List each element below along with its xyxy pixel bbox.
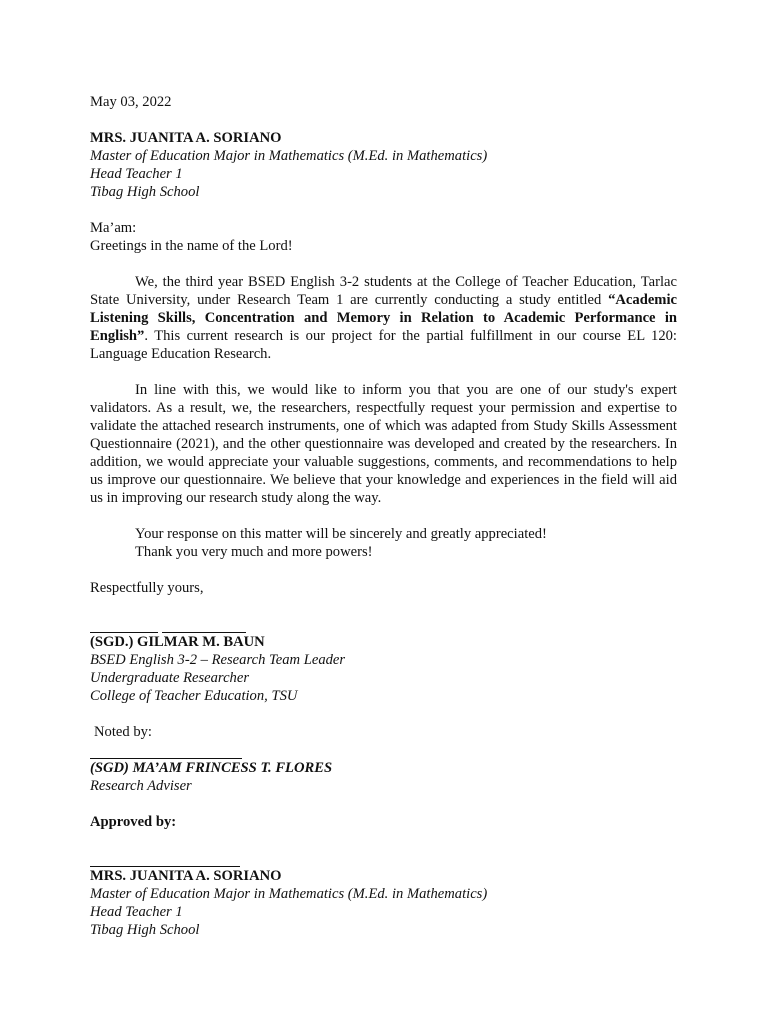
signature-underline bbox=[90, 854, 240, 867]
letter-date: May 03, 2022 bbox=[90, 94, 172, 110]
approved-by-label: Approved by: bbox=[90, 814, 177, 830]
signature-underline bbox=[162, 620, 246, 633]
greeting: Greetings in the name of the Lord! bbox=[90, 238, 293, 254]
para1-text-after: . This current research is our project for the partial fulfillment in our course EL 120: Language Education Research. bbox=[90, 328, 677, 362]
signatory-2-name: (SGD) MA’AM FRINCESS T. FLORES bbox=[90, 760, 333, 776]
signature-line-1 bbox=[90, 615, 677, 633]
closing-line-2: Thank you very much and more powers! bbox=[135, 544, 373, 560]
recipient-name: MRS. JUANITA A. SORIANO bbox=[90, 130, 282, 146]
signatory-1-name: (SGD.) GILMAR M. BAUN bbox=[90, 634, 265, 650]
signatory-1-title: Undergraduate Researcher bbox=[90, 670, 250, 686]
signatory-1-block bbox=[90, 633, 677, 705]
recipient-school: Tibag High School bbox=[90, 184, 200, 200]
closing-line-1: Your response on this matter will be sincerely and greatly appreciated! bbox=[135, 526, 547, 542]
signatory-3-name: MRS. JUANITA A. SORIANO bbox=[90, 868, 282, 884]
salutation: Ma’am: bbox=[90, 220, 137, 236]
signature-line-2 bbox=[90, 741, 677, 759]
signatory-3-degree: Master of Education Major in Mathematics (M.Ed. in Mathematics) bbox=[90, 886, 488, 902]
signatory-1-org: College of Teacher Education, TSU bbox=[90, 688, 298, 704]
recipient-block bbox=[90, 129, 677, 201]
body-paragraph-1 bbox=[90, 273, 677, 363]
signatory-2-role: Research Adviser bbox=[90, 778, 192, 794]
recipient-position: Head Teacher 1 bbox=[90, 166, 183, 182]
signatory-3-block bbox=[90, 867, 677, 939]
signatory-3-school: Tibag High School bbox=[90, 922, 200, 938]
signature-line-3 bbox=[90, 849, 677, 867]
letter-page bbox=[90, 93, 677, 939]
recipient-degree: Master of Education Major in Mathematics (M.Ed. in Mathematics) bbox=[90, 148, 488, 164]
noted-by-label: Noted by: bbox=[94, 724, 152, 740]
complimentary-close: Respectfully yours, bbox=[90, 580, 204, 596]
para1-text-before: We, the third year BSED English 3-2 students at the College of Teacher Education, Tarlac State University, under Research Team 1 are currently conducting a study entitled bbox=[90, 274, 677, 308]
study-title: “Academic Listening Skills, Concentration and Memory in Relation to Academic Performance in English” bbox=[90, 292, 677, 344]
signatory-3-position: Head Teacher 1 bbox=[90, 904, 183, 920]
body-paragraph-2: In line with this, we would like to inform you that you are one of our study's expert validators. As a result, we, the researchers, respectfully request your permission and expertise to validate the attached research instruments, one of which was adapted from Study Skills Assessment Questionnaire (2021), and the other questionnaire was developed and created by the researchers. In addition, we would appreciate your valuable suggestions, comments, and recommendations to help us improve our questionnaire. We believe that your knowledge and experiences in the field will aid us in improving our research study along the way. bbox=[90, 382, 677, 506]
signatory-2-block bbox=[90, 759, 677, 795]
signatory-1-role: BSED English 3-2 – Research Team Leader bbox=[90, 652, 346, 668]
signature-underline bbox=[90, 620, 158, 633]
signature-underline bbox=[90, 746, 242, 759]
